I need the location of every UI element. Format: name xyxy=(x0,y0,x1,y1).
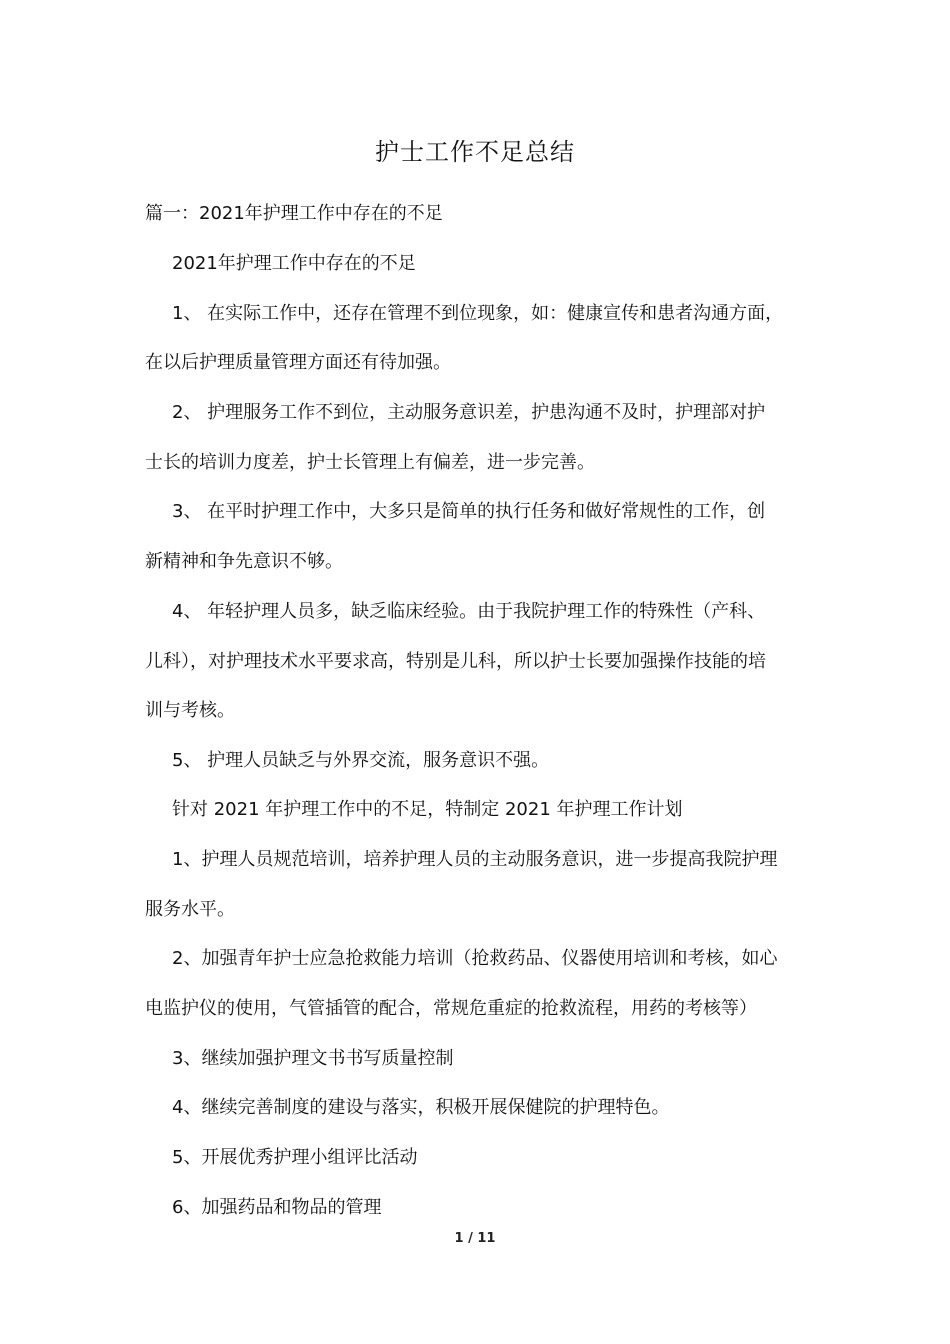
paragraph-line: 电监护仪的使用，气管插管的配合，常规危重症的抢救流程，用药的考核等） xyxy=(145,998,757,1019)
paragraph-line: 4、 年轻护理人员多，缺乏临床经验。由于我院护理工作的特殊性（产科、 xyxy=(172,601,766,622)
subheading: 2021年护理工作中存在的不足 xyxy=(172,253,416,274)
paragraph-line: 2、 护理服务工作不到位，主动服务意识差，护患沟通不及时，护理部对护 xyxy=(172,402,766,423)
paragraph-line: 5、 护理人员缺乏与外界交流，服务意识不强。 xyxy=(172,750,550,771)
paragraph-line: 1、 在实际工作中，还存在管理不到位现象，如：健康宣传和患者沟通方面， xyxy=(172,303,784,324)
paragraph-line: 4、继续完善制度的建设与落实，积极开展保健院的护理特色。 xyxy=(172,1097,670,1118)
paragraph-line: 3、 在平时护理工作中，大多只是简单的执行任务和做好常规性的工作，创 xyxy=(172,501,766,522)
paragraph-line: 3、继续加强护理文书书写质量控制 xyxy=(172,1048,454,1069)
paragraph-line: 6、加强药品和物品的管理 xyxy=(172,1197,382,1218)
paragraph-line: 5、开展优秀护理小组评比活动 xyxy=(172,1147,418,1168)
paragraph-line: 训与考核。 xyxy=(145,700,235,721)
paragraph-line: 在以后护理质量管理方面还有待加强。 xyxy=(145,352,451,373)
page-indicator: 1 / 11 xyxy=(454,1231,496,1246)
paragraph-line: 士长的培训力度差，护士长管理上有偏差，进一步完善。 xyxy=(145,452,595,473)
section-heading: 篇一：2021年护理工作中存在的不足 xyxy=(145,203,443,224)
paragraph-line: 2、加强青年护士应急抢救能力培训（抢救药品、仪器使用培训和考核，如心 xyxy=(172,948,778,969)
paragraph-line: 新精神和争先意识不够。 xyxy=(145,551,343,572)
document-title: 护士工作不足总结 xyxy=(375,138,575,166)
paragraph-line: 1、护理人员规范培训，培养护理人员的主动服务意识，进一步提高我院护理 xyxy=(172,849,778,870)
paragraph-line: 儿科），对护理技术水平要求高，特别是儿科，所以护士长要加强操作技能的培 xyxy=(145,651,766,672)
paragraph-line: 服务水平。 xyxy=(145,899,235,920)
paragraph-line: 针对 2021 年护理工作中的不足，特制定 2021 年护理工作计划 xyxy=(172,799,683,820)
